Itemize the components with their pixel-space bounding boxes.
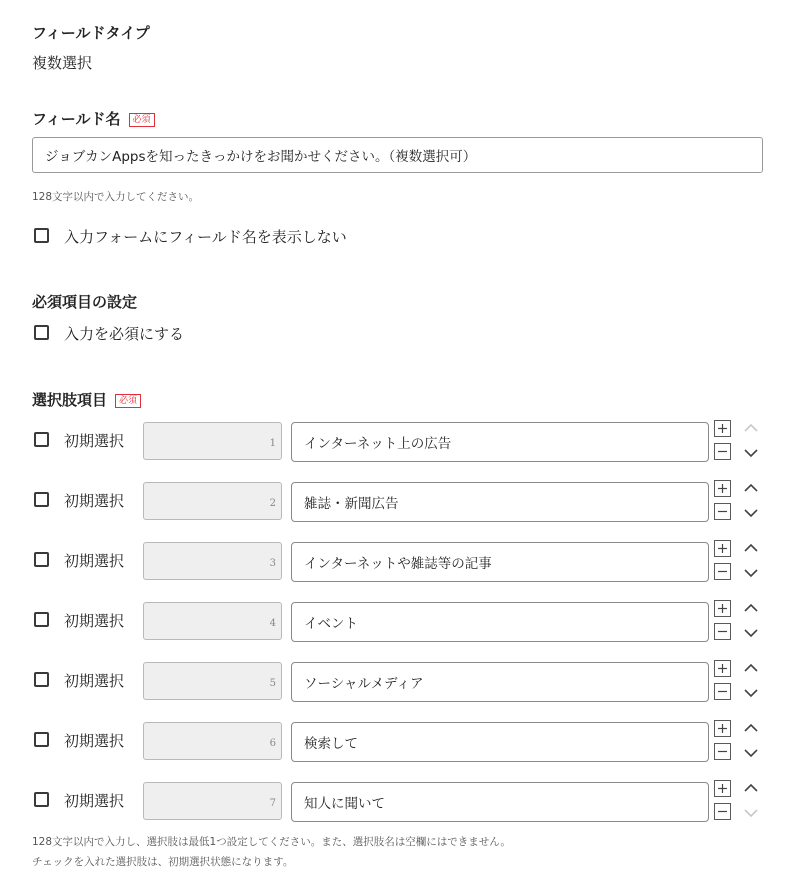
choice-order-field[interactable]: 6	[143, 722, 282, 760]
move-up-button[interactable]	[744, 723, 758, 732]
choices-heading	[32, 389, 141, 410]
remove-choice-button[interactable]	[714, 503, 731, 520]
move-up-button[interactable]	[744, 663, 758, 672]
choice-text-input[interactable]: 検索して	[291, 722, 709, 762]
minus-icon	[715, 624, 730, 639]
chevron-up-icon	[744, 483, 758, 492]
move-down-button[interactable]	[744, 449, 758, 458]
remove-choice-button[interactable]	[714, 803, 731, 820]
choice-text-input[interactable]: 知人に聞いて	[291, 782, 709, 822]
add-choice-button[interactable]	[714, 600, 731, 617]
choices-heading-text: 選択肢項目	[32, 391, 108, 409]
chevron-down-icon	[744, 749, 758, 758]
move-up-button[interactable]	[744, 603, 758, 612]
add-choice-button[interactable]	[714, 660, 731, 677]
field-type-heading: フィールドタイプ	[32, 24, 150, 42]
move-down-button[interactable]	[744, 749, 758, 758]
choice-order-field[interactable]: 3	[143, 542, 282, 580]
field-type-value: 複数選択	[32, 54, 93, 72]
add-choice-button[interactable]	[714, 420, 731, 437]
choices-help-line1: 128文字以内で入力し、選択肢は最低1つ設定してください。また、選択肢名は空欄にはできません。	[32, 836, 511, 848]
chevron-down-icon	[744, 569, 758, 578]
move-down-button[interactable]	[744, 509, 758, 518]
add-choice-button[interactable]	[714, 720, 731, 737]
required-checkbox[interactable]	[34, 325, 49, 340]
initial-select-checkbox[interactable]	[34, 552, 49, 567]
choice-text-input[interactable]: 雑誌・新聞広告	[291, 482, 709, 522]
initial-select-label[interactable]: 初期選択	[64, 432, 125, 450]
initial-select-checkbox[interactable]	[34, 732, 49, 747]
add-choice-button[interactable]	[714, 780, 731, 797]
minus-icon	[715, 564, 730, 579]
choice-text-input[interactable]: ソーシャルメディア	[291, 662, 709, 702]
move-down-button	[744, 809, 758, 818]
initial-select-checkbox[interactable]	[34, 612, 49, 627]
chevron-up-icon	[744, 543, 758, 552]
minus-icon	[715, 744, 730, 759]
plus-icon	[715, 661, 730, 676]
initial-select-label[interactable]: 初期選択	[64, 552, 125, 570]
plus-icon	[715, 721, 730, 736]
move-down-button[interactable]	[744, 689, 758, 698]
chevron-down-icon	[744, 509, 758, 518]
plus-icon	[715, 481, 730, 496]
initial-select-label[interactable]: 初期選択	[64, 672, 125, 690]
choice-order-field[interactable]: 1	[143, 422, 282, 460]
choice-text-input[interactable]: インターネットや雑誌等の記事	[291, 542, 709, 582]
move-up-button[interactable]	[744, 543, 758, 552]
hide-field-name-checkbox[interactable]	[34, 228, 49, 243]
choice-order-field[interactable]: 4	[143, 602, 282, 640]
initial-select-checkbox[interactable]	[34, 492, 49, 507]
choice-order-field[interactable]: 2	[143, 482, 282, 520]
chevron-up-icon	[744, 783, 758, 792]
plus-icon	[715, 781, 730, 796]
chevron-down-icon	[744, 809, 758, 818]
remove-choice-button[interactable]	[714, 563, 731, 580]
initial-select-label[interactable]: 初期選択	[64, 492, 125, 510]
remove-choice-button[interactable]	[714, 743, 731, 760]
minus-icon	[715, 444, 730, 459]
move-up-button[interactable]	[744, 483, 758, 492]
initial-select-checkbox[interactable]	[34, 792, 49, 807]
initial-select-label[interactable]: 初期選択	[64, 732, 125, 750]
chevron-down-icon	[744, 689, 758, 698]
chevron-up-icon	[744, 603, 758, 612]
choices-help-line2: チェックを入れた選択肢は、初期選択状態になります。	[32, 856, 294, 868]
remove-choice-button[interactable]	[714, 623, 731, 640]
choice-text-input[interactable]: インターネット上の広告	[291, 422, 709, 462]
move-down-button[interactable]	[744, 569, 758, 578]
move-up-button	[744, 423, 758, 432]
required-badge: 必須	[129, 113, 155, 127]
required-checkbox-label[interactable]: 入力を必須にする	[64, 325, 185, 343]
field-name-heading	[32, 108, 155, 129]
field-name-help: 128文字以内で入力してください。	[32, 191, 200, 203]
plus-icon	[715, 421, 730, 436]
chevron-down-icon	[744, 449, 758, 458]
plus-icon	[715, 541, 730, 556]
remove-choice-button[interactable]	[714, 443, 731, 460]
choice-text-input[interactable]: イベント	[291, 602, 709, 642]
initial-select-label[interactable]: 初期選択	[64, 792, 125, 810]
initial-select-label[interactable]: 初期選択	[64, 612, 125, 630]
initial-select-checkbox[interactable]	[34, 672, 49, 687]
remove-choice-button[interactable]	[714, 683, 731, 700]
field-name-heading-text: フィールド名	[32, 110, 121, 128]
plus-icon	[715, 601, 730, 616]
chevron-up-icon	[744, 723, 758, 732]
required-badge: 必須	[115, 394, 141, 408]
minus-icon	[715, 504, 730, 519]
add-choice-button[interactable]	[714, 480, 731, 497]
required-setting-heading: 必須項目の設定	[32, 293, 138, 311]
minus-icon	[715, 684, 730, 699]
hide-field-name-label[interactable]: 入力フォームにフィールド名を表示しない	[64, 228, 347, 246]
move-down-button[interactable]	[744, 629, 758, 638]
add-choice-button[interactable]	[714, 540, 731, 557]
choice-order-field[interactable]: 7	[143, 782, 282, 820]
chevron-up-icon	[744, 663, 758, 672]
choice-order-field[interactable]: 5	[143, 662, 282, 700]
chevron-down-icon	[744, 629, 758, 638]
chevron-up-icon	[744, 423, 758, 432]
minus-icon	[715, 804, 730, 819]
initial-select-checkbox[interactable]	[34, 432, 49, 447]
move-up-button[interactable]	[744, 783, 758, 792]
field-name-input[interactable]: ジョブカンAppsを知ったきっかけをお聞かせください。（複数選択可）	[32, 137, 763, 173]
